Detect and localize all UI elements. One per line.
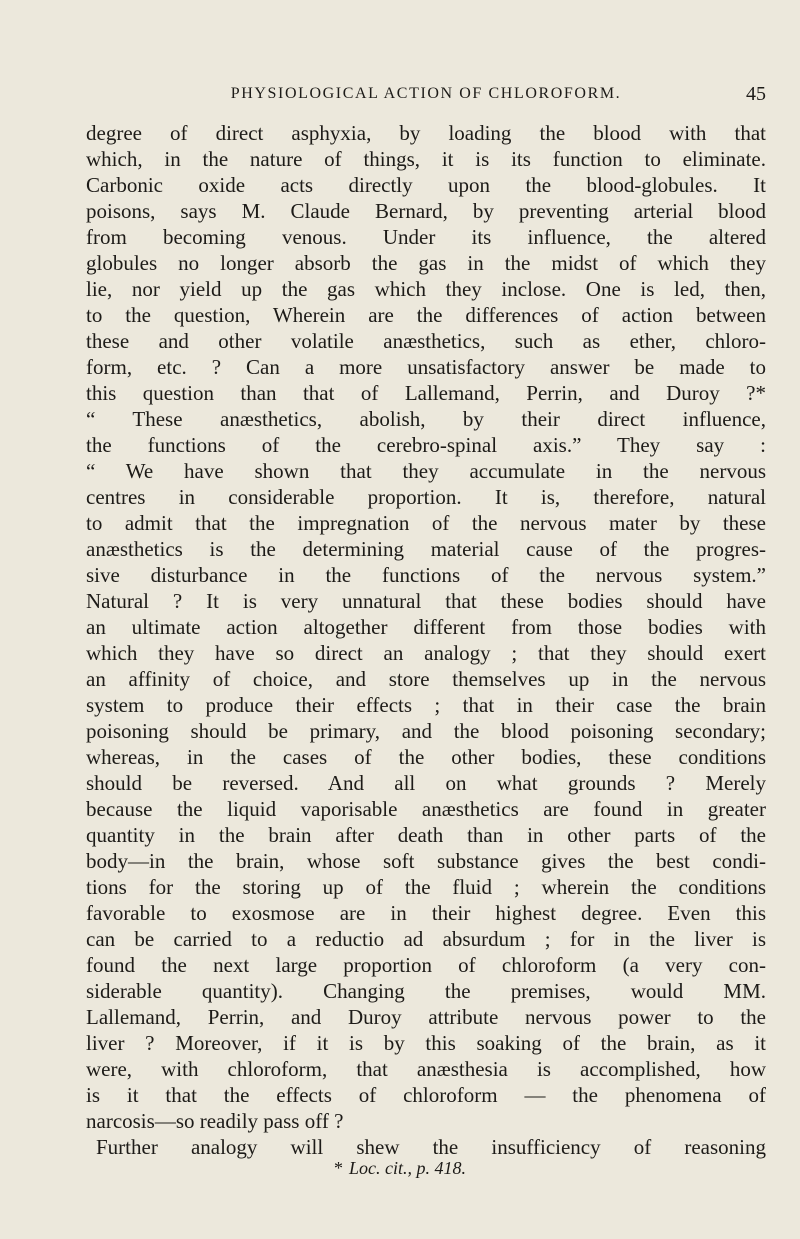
text-line: whereas, in the cases of the other bodies, these conditions bbox=[86, 745, 766, 769]
footnote-citation: Loc. cit., p. 418. bbox=[349, 1158, 466, 1178]
text-line: found the next large proportion of chloroform (a very con- bbox=[86, 953, 766, 977]
running-head bbox=[86, 81, 766, 107]
text-line: Further analogy will shew the insufficiency of reasoning bbox=[96, 1135, 766, 1159]
text-line: an ultimate action altogether different from those bodies with bbox=[86, 615, 766, 639]
text-line: because the liquid vaporisable anæsthetics are found in greater bbox=[86, 797, 766, 821]
text-line: poisoning should be primary, and the blood poisoning secondary; bbox=[86, 719, 766, 743]
text-line: anæsthetics is the determining material cause of the progres- bbox=[86, 537, 766, 561]
text-line: body—in the brain, whose soft substance gives the best condi- bbox=[86, 849, 766, 873]
text-line: from becoming venous. Under its influence, the altered bbox=[86, 225, 766, 249]
text-line: liver ? Moreover, if it is by this soaking of the brain, as it bbox=[86, 1031, 766, 1055]
text-line: siderable quantity). Changing the premises, would MM. bbox=[86, 979, 766, 1003]
text-line: an affinity of choice, and store themselves up in the nervous bbox=[86, 667, 766, 691]
text-line: degree of direct asphyxia, by loading the blood with that bbox=[86, 121, 766, 145]
text-line: favorable to exosmose are in their highest degree. Even this bbox=[86, 901, 766, 925]
text-line: system to produce their effects ; that in their case the brain bbox=[86, 693, 766, 717]
text-line: quantity in the brain after death than in other parts of the bbox=[86, 823, 766, 847]
text-line: to the question, Wherein are the differences of action between bbox=[86, 303, 766, 327]
text-line: sive disturbance in the functions of the nervous system.” bbox=[86, 563, 766, 587]
page-number: 45 bbox=[746, 83, 766, 105]
text-line: “ We have shown that they accumulate in the nervous bbox=[86, 459, 766, 483]
text-line: can be carried to a reductio ad absurdum ; for in the liver is bbox=[86, 927, 766, 951]
text-line: narcosis—so readily pass off ? bbox=[86, 1109, 344, 1133]
text-line: this question than that of Lallemand, Perrin, and Duroy ?* bbox=[86, 381, 766, 405]
text-line: were, with chloroform, that anæsthesia is accomplished, how bbox=[86, 1057, 766, 1081]
running-title: PHYSIOLOGICAL ACTION OF CHLOROFORM. bbox=[230, 85, 622, 102]
text-line: these and other volatile anæsthetics, such as ether, chloro- bbox=[86, 329, 766, 353]
text-line: tions for the storing up of the fluid ; wherein the conditions bbox=[86, 875, 766, 899]
text-line: the functions of the cerebro-spinal axis.” They say : bbox=[86, 433, 766, 457]
text-line: which, in the nature of things, it is its function to eliminate. bbox=[86, 147, 766, 171]
text-line: globules no longer absorb the gas in the midst of which they bbox=[86, 251, 766, 275]
text-line: should be reversed. And all on what grounds ? Merely bbox=[86, 771, 766, 795]
text-line: Carbonic oxide acts directly upon the blood-globules. It bbox=[86, 173, 766, 197]
text-line: form, etc. ? Can a more unsatisfactory answer be made to bbox=[86, 355, 766, 379]
text-line: centres in considerable proportion. It is, therefore, natural bbox=[86, 485, 766, 509]
text-line: lie, nor yield up the gas which they inclose. One is led, then, bbox=[86, 277, 766, 301]
text-line: Natural ? It is very unnatural that these bodies should have bbox=[86, 589, 766, 613]
text-line: poisons, says M. Claude Bernard, by preventing arterial blood bbox=[86, 199, 766, 223]
footnote-mark: * bbox=[334, 1158, 343, 1178]
footnote bbox=[0, 1156, 800, 1180]
text-line: Lallemand, Perrin, and Duroy attribute nervous power to the bbox=[86, 1005, 766, 1029]
text-line: “ These anæsthetics, abolish, by their direct influence, bbox=[86, 407, 766, 431]
text-line: to admit that the impregnation of the nervous mater by these bbox=[86, 511, 766, 535]
body-text bbox=[86, 120, 766, 1160]
text-line: is it that the effects of chloroform — the phenomena of bbox=[86, 1083, 766, 1107]
text-line: which they have so direct an analogy ; that they should exert bbox=[86, 641, 766, 665]
